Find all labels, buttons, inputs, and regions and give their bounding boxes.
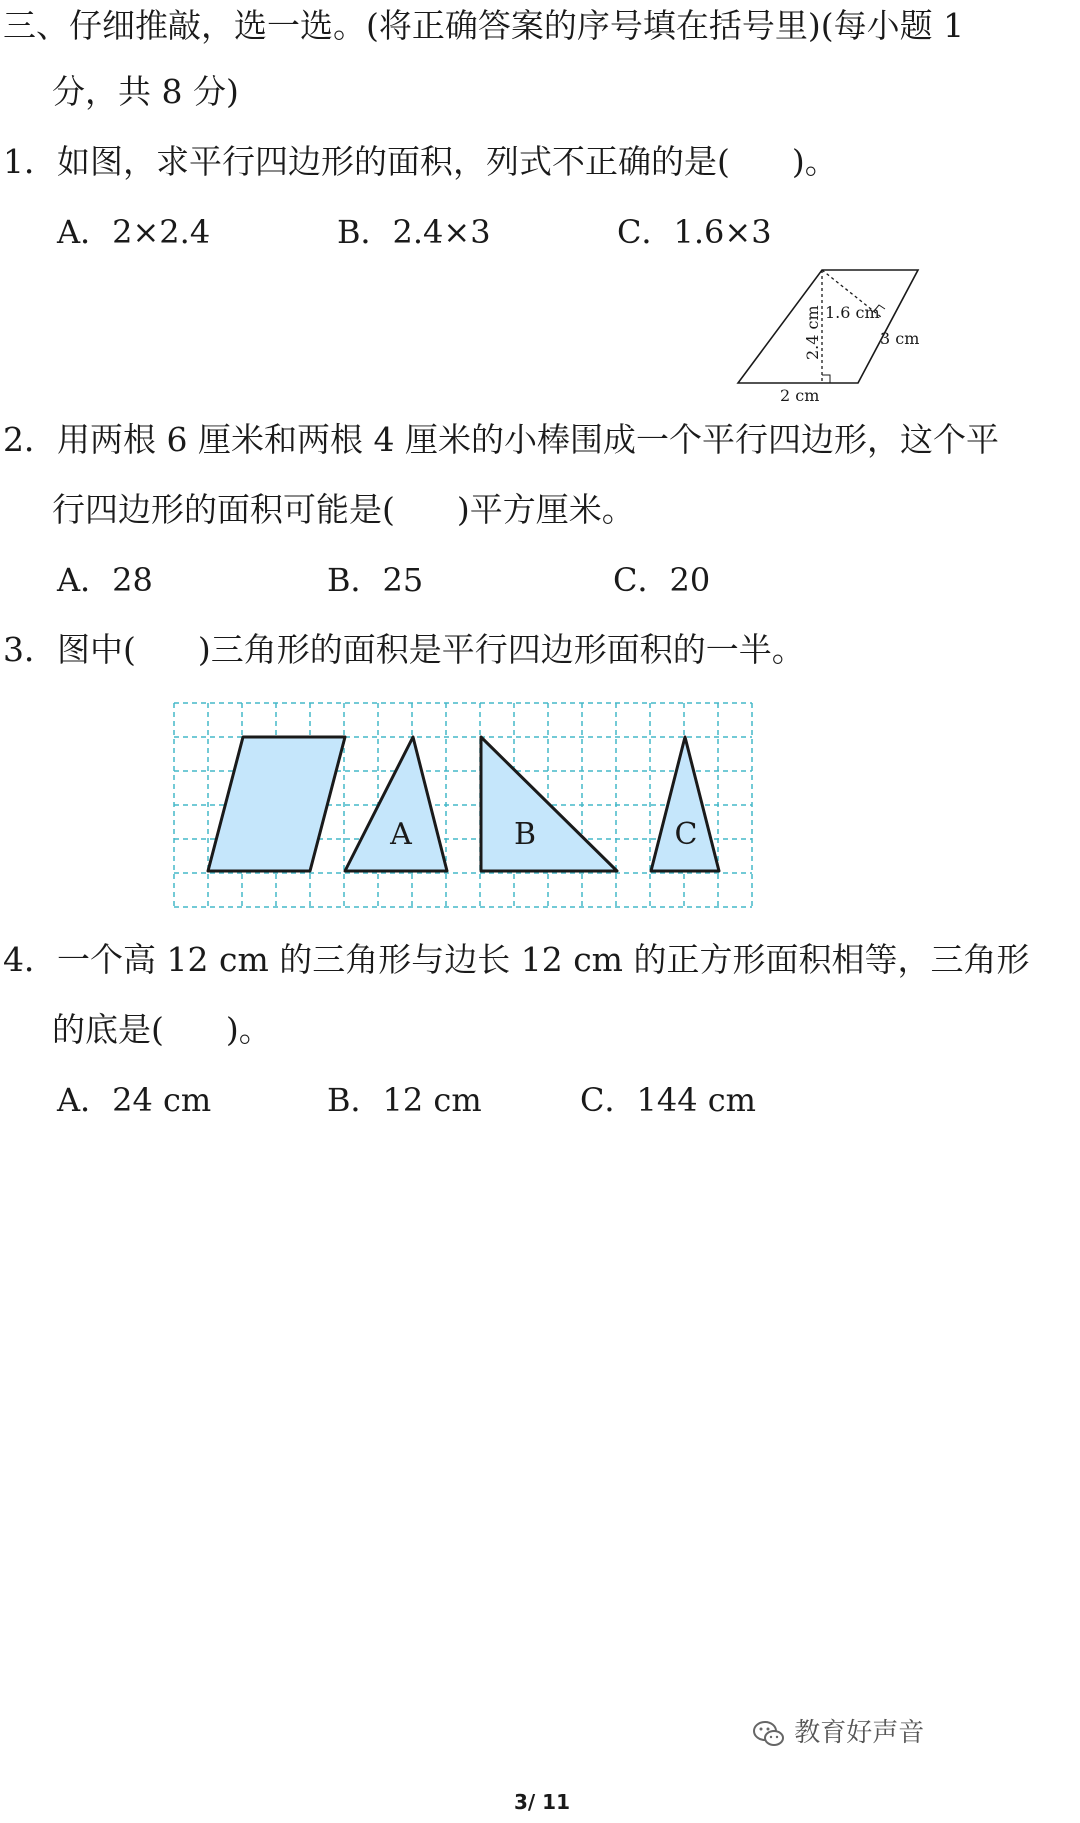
label-c: C (674, 817, 698, 852)
question-text: 用两根 6 厘米和两根 4 厘米的小棒围成一个平行四边形，这个平 (57, 420, 999, 459)
option-b[interactable]: B．2.4×3 (337, 213, 491, 251)
parallelogram-figure (720, 255, 960, 410)
watermark-text: 教育好声音 (794, 1718, 925, 1748)
question-number: 3． (3, 630, 57, 669)
question-text: 的底是( (52, 1010, 164, 1049)
question-4-cont (52, 1010, 272, 1050)
triangle-b-shape (481, 737, 617, 871)
option-c[interactable]: C．144 cm (580, 1081, 757, 1119)
question-1 (3, 142, 838, 182)
option-a[interactable]: A．24 cm (57, 1081, 212, 1119)
question-number: 4． (3, 940, 57, 979)
option-c[interactable]: C．1.6×3 (617, 213, 772, 251)
wechat-icon (752, 1719, 786, 1749)
question-text-end: )三角形的面积是平行四边形面积的一半。 (197, 630, 805, 669)
option-b[interactable]: B．12 cm (327, 1081, 482, 1119)
side-label: 3 cm (880, 329, 920, 348)
parallelogram-shape (738, 270, 918, 383)
section-title: 三、仔细推敲，选一选。(将正确答案的序号填在括号里)(每小题 1 (3, 6, 965, 45)
label-a: A (390, 817, 412, 852)
question-text-end: )平方厘米。 (456, 490, 635, 529)
option-a[interactable]: A．2×2.4 (57, 213, 211, 251)
base-label: 2 cm (780, 386, 820, 405)
label-b: B (513, 817, 537, 852)
question-text: 图中( (57, 630, 136, 669)
page-number: 3/ 11 (514, 1790, 571, 1814)
question-text: 一个高 12 cm 的三角形与边长 12 cm 的正方形面积相等，三角形 (57, 940, 1030, 979)
parallelogram-shape (208, 737, 345, 871)
question-4 (3, 940, 1029, 980)
option-b[interactable]: B．25 (327, 561, 424, 599)
right-angle-mark (822, 375, 830, 383)
question-text-end: )。 (225, 1010, 272, 1049)
question-2-cont (52, 490, 635, 530)
question-text: 行四边形的面积可能是( (52, 490, 395, 529)
option-a[interactable]: A．28 (57, 561, 153, 599)
inner-height-label: 1.6 cm (825, 303, 880, 322)
question-3 (3, 630, 805, 670)
question-number: 1． (3, 142, 57, 181)
question-text: 如图，求平行四边形的面积，列式不正确的是( (57, 142, 730, 181)
section-title-cont: 分，共 8 分) (52, 72, 239, 111)
height-label: 2.4 cm (803, 305, 822, 360)
question-number: 2． (3, 420, 57, 459)
question-2 (3, 420, 999, 460)
watermark (752, 1712, 924, 1749)
grid-figure (165, 694, 765, 914)
option-c[interactable]: C．20 (613, 561, 711, 599)
question-text-end: )。 (791, 142, 838, 181)
